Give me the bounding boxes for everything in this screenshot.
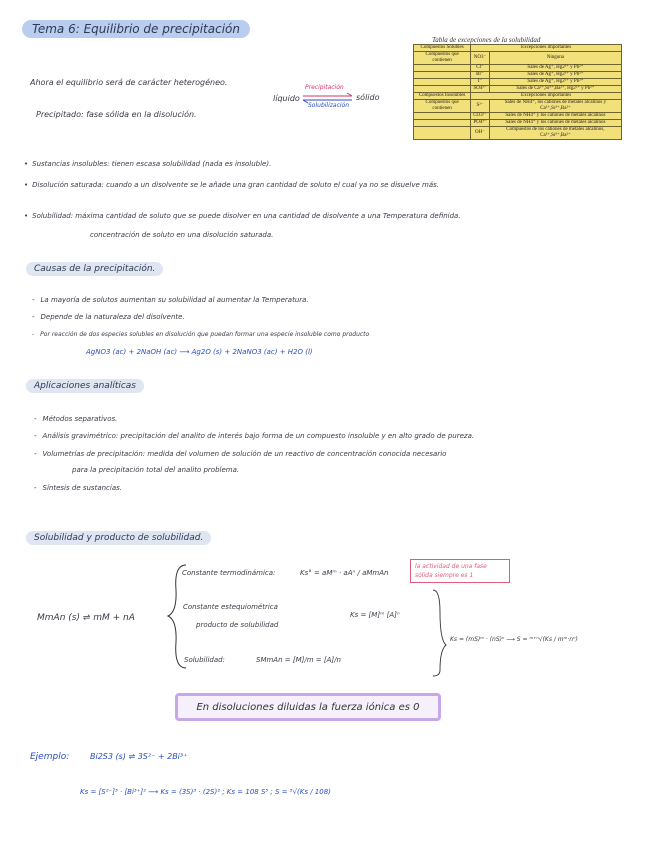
section-causas: Causas de la precipitación. — [26, 262, 163, 276]
page-title: Tema 6: Equilibrio de precipitación — [22, 20, 250, 38]
cause-item: - Por reacción de dos especies solubles en disolución que puedan formar una especie insoluble como producto — [32, 331, 369, 338]
cause-reaction: AgNO3 (ac) + 2NaOH (ac) ⟶ Ag2O (s) + 2NaNO3 (ac) + H2O (l) — [86, 348, 313, 356]
definition-solubilidad-2: concentración de soluto en una disolución saturada. — [90, 231, 274, 239]
definition-saturada: • Disolución saturada: cuando a un disolvente se le añade una gran cantidad de soluto el cual ya no se disuelve más. — [24, 181, 439, 189]
example-label: Ejemplo: — [30, 752, 70, 762]
table-cell: OH⁻ — [471, 127, 490, 140]
branch1-formula: Ks° = aMᵐ · aAⁿ / aMmAn — [300, 569, 389, 577]
table-cell: PO4³⁻ — [471, 120, 490, 127]
definition-insolubles: • Sustancias insolubles: tienen escasa solubilidad (nada es insoluble). — [24, 160, 271, 168]
application-item: - Síntesis de sustancias. — [34, 484, 122, 492]
solubility-reaction: MmAn (s) ⇌ mM + nA — [37, 613, 135, 623]
intro-line-2: Precipitado: fase sólida en la disolución. — [36, 110, 197, 119]
table-header-cell: Compuestos Solubles — [414, 45, 471, 52]
example-reaction: Bi2S3 (s) ⇌ 3S²⁻ + 2Bi³⁺ — [90, 752, 188, 761]
application-item: - Volumetrías de precipitación: medida del volumen de solución de un reactivo de concentración conocida necesario — [34, 450, 446, 458]
branch3-label: Solubilidad: — [184, 656, 225, 664]
branch2-label: Constante estequiométrica — [183, 603, 278, 611]
branch2-sub: producto de solubilidad — [196, 621, 279, 629]
table-cell: I⁻ — [471, 79, 490, 86]
table-cell: CO3²⁻ — [471, 113, 490, 120]
table-cell: S²⁻ — [471, 100, 490, 113]
table-cell: Sales de Ca²⁺,Sr²⁺,Ba²⁺, Hg2²⁺ y Pb²⁺ — [489, 86, 621, 93]
table-cell: Sales de NH4⁺, los cationes de metales alcalinos y Ca²⁺,Sr²⁺,Ba²⁺ — [489, 100, 621, 113]
branch2-formula: Ks = [M]ᵐ [A]ⁿ — [350, 611, 400, 619]
highlight-box: En disoluciones diluidas la fuerza iónica es 0 — [175, 693, 441, 721]
table-header-cell: Excepciones importantes — [471, 45, 622, 52]
table-cell: Sales de Ag⁺, Hg2²⁺ y Pb²⁺ — [489, 72, 621, 79]
branch1-label: Constante termodinámica: — [182, 569, 276, 577]
table-cell: Sales de Ag⁺, Hg2²⁺ y Pb²⁺ — [489, 65, 621, 72]
application-item: - Análisis gravimétrico: precipitación del analito de interés bajo forma de un compuesto insoluble y en alto grado de pureza. — [34, 432, 474, 440]
definition-solubilidad: • Solubilidad: máxima cantidad de soluto que se puede disolver en una cantidad de disolvente a una Temperatura definida. — [24, 212, 461, 220]
table-header-cell: Compuestos Insolubles — [414, 93, 471, 100]
table-cell: Ninguna — [489, 52, 621, 65]
activity-note: la actividad de una fase sólida siempre es 1 — [410, 559, 510, 583]
section-solubilidad: Solubilidad y producto de solubilidad. — [26, 531, 211, 545]
eq-left-label: líquido — [273, 94, 300, 103]
table-cell: Compuestos de los cationes de metales alcalinos, Ca²⁺,Sr²⁺,Ba²⁺ — [489, 127, 621, 140]
intro-line-1: Ahora el equilibrio será de carácter heterogéneo. — [30, 78, 228, 87]
eq-top-label: Precipitación — [305, 84, 344, 91]
table-cell: Br⁻ — [471, 72, 490, 79]
table-cell: NO3⁻ — [471, 52, 490, 65]
section-aplicaciones: Aplicaciones analíticas — [26, 379, 144, 393]
table-cell: SO4²⁻ — [471, 86, 490, 93]
eq-right-label: sólido — [356, 93, 380, 102]
table-cell: Cl⁻ — [471, 65, 490, 72]
cause-item: - Depende de la naturaleza del disolvente. — [32, 313, 185, 321]
table-cell: Compuestos que contienen — [414, 52, 471, 65]
cause-item: - La mayoría de solutos aumentan su solubilidad al aumentar la Temperatura. — [32, 296, 309, 304]
table-cell: Sales de Ag⁺, Hg2²⁺ y Pb²⁺ — [489, 79, 621, 86]
branch3-formula: SMmAn = [M]/m = [A]/n — [256, 656, 341, 664]
application-item: - Métodos separativos. — [34, 415, 117, 423]
solubility-result: Ks = (mS)ᵐ · (nS)ⁿ ⟶ S = ᵐ⁺ⁿ√(Ks / mᵐ·nⁿ) — [450, 636, 578, 643]
table-header-cell: Excepciones importantes — [471, 93, 622, 100]
application-item-cont: para la precipitación total del analito problema. — [72, 466, 240, 474]
eq-bottom-label: Solubilización — [308, 102, 350, 109]
table-cell: Sales de NH4⁺ y los cationes de metales alcalinos — [489, 120, 621, 127]
example-line: Ks = [S²⁻]³ · [Bi³⁺]² ⟶ Ks = (3S)³ · (2S)² ; Ks = 108 S⁵ ; S = ⁵√(Ks / 108) — [80, 788, 331, 796]
table-cell: Sales de NH4⁺ y los cationes de metales alcalinos — [489, 113, 621, 120]
table-title: Tabla de excepciones de la solubilidad — [432, 36, 541, 44]
table-cell: Compuestos que contienen — [414, 100, 471, 113]
